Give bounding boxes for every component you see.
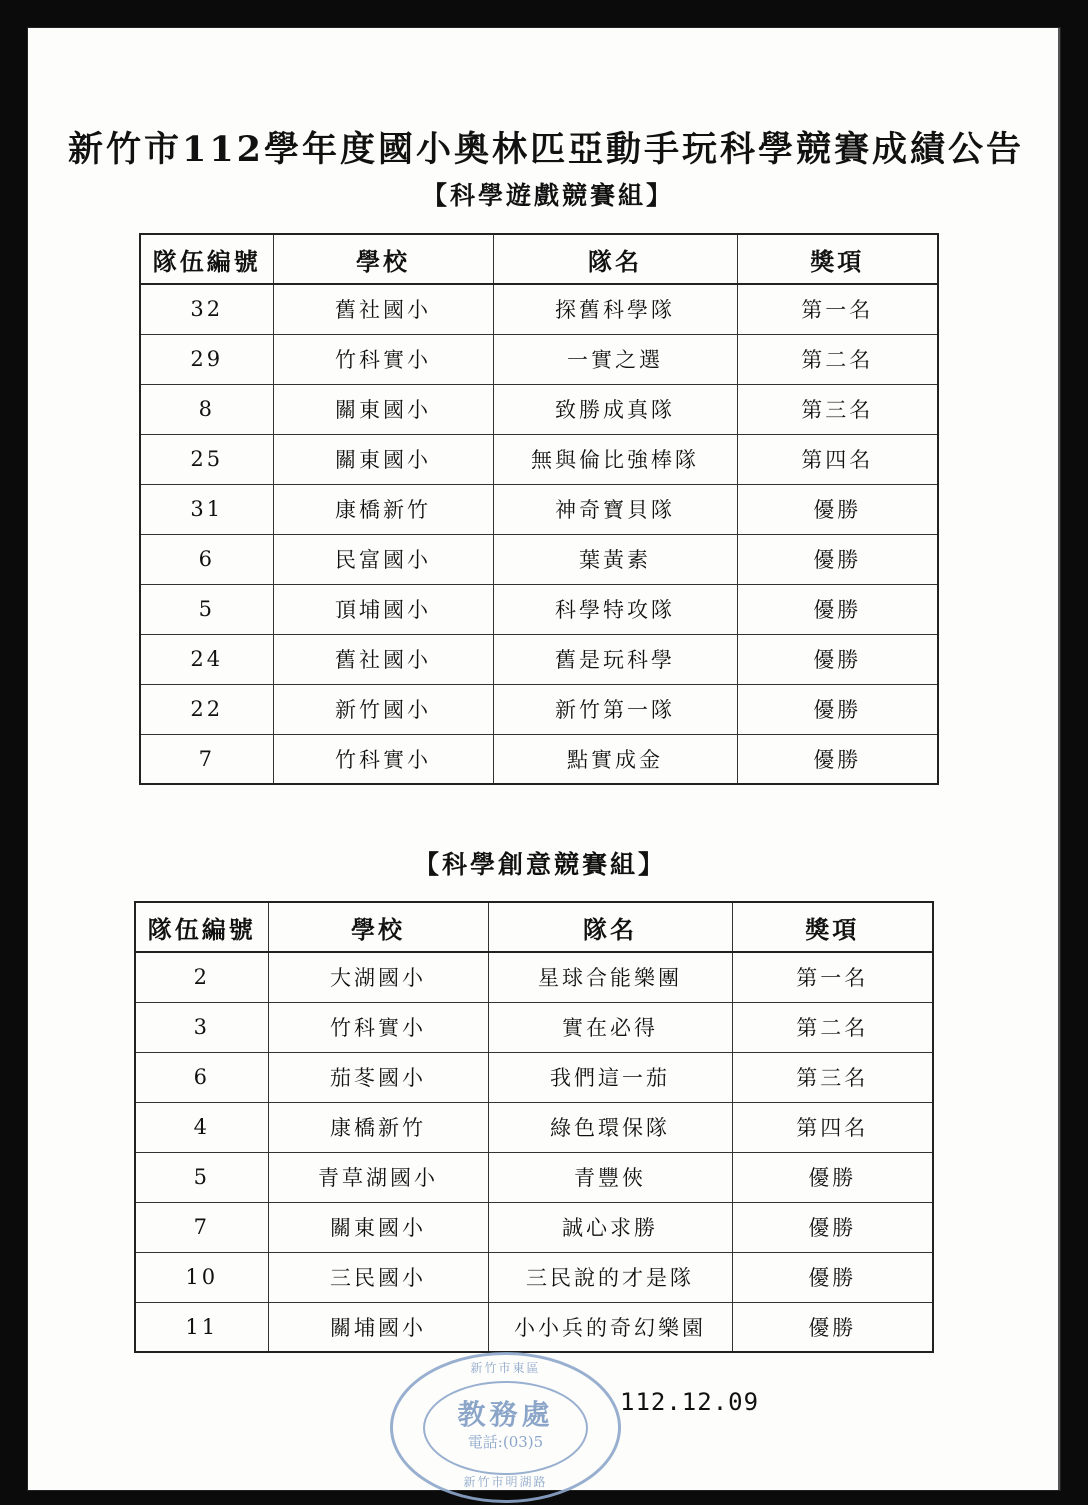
table-row: [135, 1202, 933, 1252]
award: 第二名: [737, 334, 938, 384]
table-header-row: [140, 234, 938, 284]
award: 優勝: [737, 684, 938, 734]
team-name: 誠心求勝: [488, 1202, 732, 1252]
team-name: 神奇寶貝隊: [493, 484, 737, 534]
table-row: [135, 1002, 933, 1052]
award: 優勝: [732, 1252, 933, 1302]
stamp-phone: 電話:(03)5: [467, 1433, 544, 1451]
results-table-science-creativity: [134, 901, 934, 1353]
team-id: 6: [140, 534, 273, 584]
award: 優勝: [732, 1152, 933, 1202]
school-name: 茄苳國小: [268, 1052, 488, 1102]
stamp-ring-top-text: 新竹市東區: [470, 1361, 541, 1375]
team-name: 綠色環保隊: [488, 1102, 732, 1152]
table-row: [140, 534, 938, 584]
document-title: 新竹市112學年度國小奧林匹亞動手玩科學競賽成績公告: [67, 129, 1025, 170]
table-row: [135, 1302, 933, 1352]
group-2-heading: 【科學創意競賽組】: [413, 850, 666, 879]
award: 優勝: [737, 634, 938, 684]
team-name: 科學特攻隊: [493, 584, 737, 634]
team-id: 25: [140, 434, 273, 484]
team-name: 我們這一茄: [488, 1052, 732, 1102]
award: 優勝: [737, 734, 938, 784]
team-id: 10: [135, 1252, 268, 1302]
school-name: 關埔國小: [268, 1302, 488, 1352]
team-name: 舊是玩科學: [493, 634, 737, 684]
award: 第四名: [737, 434, 938, 484]
team-id: 24: [140, 634, 273, 684]
team-id: 31: [140, 484, 273, 534]
team-name: 點實成金: [493, 734, 737, 784]
award: 優勝: [732, 1202, 933, 1252]
award: 第三名: [737, 384, 938, 434]
table-row: [140, 384, 938, 434]
official-seal-stamp: [390, 1352, 621, 1503]
table-row: [140, 334, 938, 384]
team-name: 探舊科學隊: [493, 284, 737, 334]
team-name: 無與倫比強棒隊: [493, 434, 737, 484]
team-id: 7: [135, 1202, 268, 1252]
award: 第三名: [732, 1052, 933, 1102]
column-header-team: 隊名: [488, 902, 732, 952]
column-header-award: 獎項: [737, 234, 938, 284]
school-name: 舊社國小: [273, 284, 493, 334]
school-name: 三民國小: [268, 1252, 488, 1302]
team-id: 8: [140, 384, 273, 434]
award: 優勝: [737, 534, 938, 584]
team-id: 11: [135, 1302, 268, 1352]
table-header-row: [135, 902, 933, 952]
group-1-heading: 【科學遊戲競賽組】: [421, 181, 674, 210]
school-name: 大湖國小: [268, 952, 488, 1002]
results-table-science-game: [139, 233, 939, 785]
school-name: 關東國小: [268, 1202, 488, 1252]
table-row: [140, 684, 938, 734]
table-row: [140, 434, 938, 484]
stamp-title: 教務處: [457, 1398, 554, 1431]
team-id: 5: [135, 1152, 268, 1202]
column-header-school: 學校: [273, 234, 493, 284]
school-name: 康橋新竹: [268, 1102, 488, 1152]
award: 優勝: [737, 584, 938, 634]
team-id: 32: [140, 284, 273, 334]
table-row: [140, 634, 938, 684]
school-name: 青草湖國小: [268, 1152, 488, 1202]
table-row: [140, 584, 938, 634]
team-name: 青豐俠: [488, 1152, 732, 1202]
school-name: 頂埔國小: [273, 584, 493, 634]
team-name: 致勝成真隊: [493, 384, 737, 434]
stamp-ring-bottom-text: 新竹市明湖路: [463, 1475, 548, 1489]
team-id: 29: [140, 334, 273, 384]
team-name: 三民說的才是隊: [488, 1252, 732, 1302]
award: 第一名: [737, 284, 938, 334]
team-name: 新竹第一隊: [493, 684, 737, 734]
school-name: 竹科實小: [268, 1002, 488, 1052]
table-row: [140, 284, 938, 334]
table-row: [135, 1102, 933, 1152]
column-header-team: 隊名: [493, 234, 737, 284]
table-row: [140, 734, 938, 784]
team-name: 一實之選: [493, 334, 737, 384]
school-name: 康橋新竹: [273, 484, 493, 534]
table-row: [140, 484, 938, 534]
team-name: 小小兵的奇幻樂園: [488, 1302, 732, 1352]
school-name: 竹科實小: [273, 334, 493, 384]
award: 第一名: [732, 952, 933, 1002]
school-name: 關東國小: [273, 434, 493, 484]
award: 第四名: [732, 1102, 933, 1152]
award: 第二名: [732, 1002, 933, 1052]
table-row: [135, 1052, 933, 1102]
team-id: 3: [135, 1002, 268, 1052]
table-row: [135, 952, 933, 1002]
team-id: 4: [135, 1102, 268, 1152]
table-row: [135, 1152, 933, 1202]
award: 優勝: [737, 484, 938, 534]
team-id: 7: [140, 734, 273, 784]
school-name: 民富國小: [273, 534, 493, 584]
team-name: 實在必得: [488, 1002, 732, 1052]
announcement-date: 112.12.09: [620, 1388, 760, 1416]
document-page: [28, 28, 1060, 1490]
school-name: 新竹國小: [273, 684, 493, 734]
award: 優勝: [732, 1302, 933, 1352]
school-name: 關東國小: [273, 384, 493, 434]
column-header-id: 隊伍編號: [135, 902, 268, 952]
team-id: 22: [140, 684, 273, 734]
team-id: 6: [135, 1052, 268, 1102]
team-name: 星球合能樂團: [488, 952, 732, 1002]
stamp-inner-ring: [423, 1381, 588, 1475]
team-id: 5: [140, 584, 273, 634]
team-name: 葉黃素: [493, 534, 737, 584]
table-row: [135, 1252, 933, 1302]
column-header-id: 隊伍編號: [140, 234, 273, 284]
school-name: 竹科實小: [273, 734, 493, 784]
school-name: 舊社國小: [273, 634, 493, 684]
column-header-award: 獎項: [732, 902, 933, 952]
column-header-school: 學校: [268, 902, 488, 952]
team-id: 2: [135, 952, 268, 1002]
